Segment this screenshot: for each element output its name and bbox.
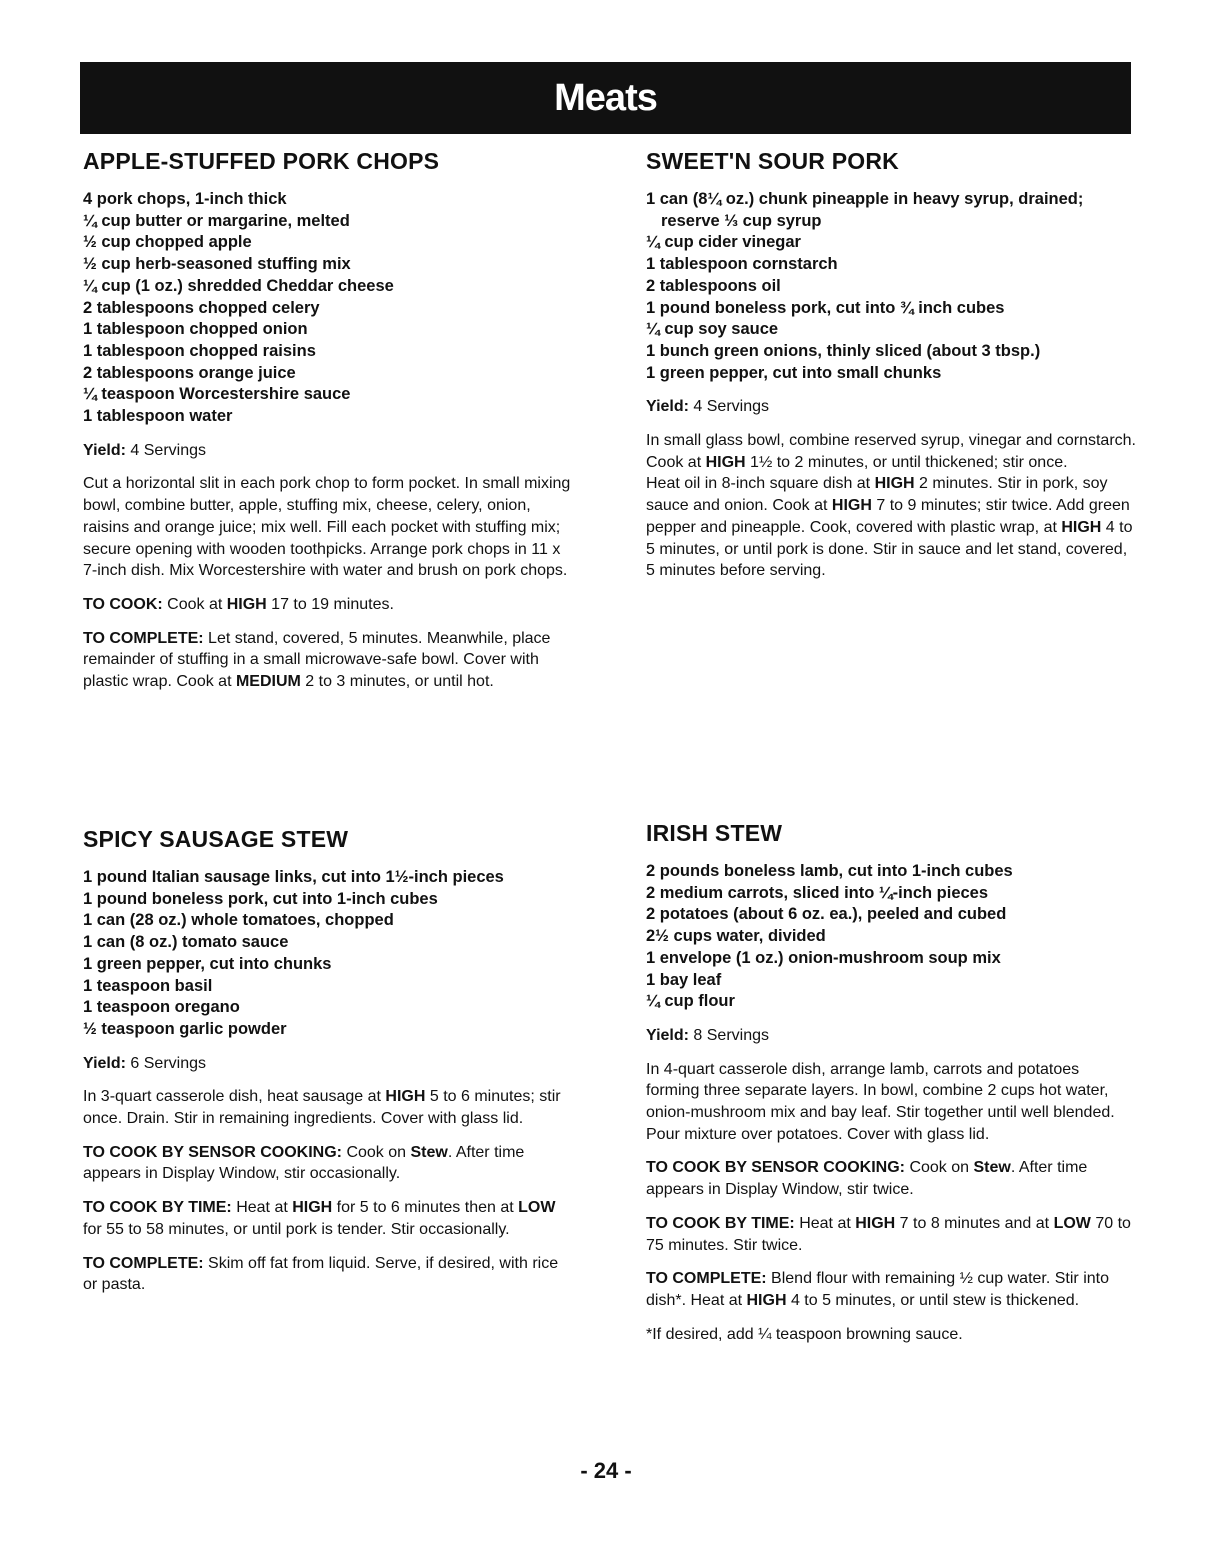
ingredient: 2 potatoes (about 6 oz. ea.), peeled and cubed — [646, 905, 1007, 924]
ingredient: 1 tablespoon water — [83, 407, 233, 426]
ingredient: 4 pork chops, 1-inch thick — [83, 190, 287, 208]
ingredient: ½ cup chopped apple — [83, 233, 252, 252]
ingredient: ½ cup herb-seasoned stuffing mix — [83, 255, 351, 274]
ingredient: 1 pound boneless pork, cut into 1-inch cubes — [83, 889, 438, 908]
ingredient: ¼ cup butter or margarine, melted — [83, 211, 350, 230]
ingredient: ¼ cup (1 oz.) shredded Cheddar cheese — [83, 276, 394, 295]
yield: Yield: 8 Servings — [646, 1026, 770, 1044]
yield: Yield: 4 Servings — [83, 441, 207, 459]
sensor-cook-instructions: TO COOK BY SENSOR COOKING: Cook on Stew. After time appears in Display Window, stir twice. — [646, 1159, 1088, 1199]
yield: Yield: 4 Servings — [646, 398, 770, 416]
ingredient: 1 bunch green onions, thinly sliced (about 3 tbsp.) — [646, 341, 1041, 360]
recipe-title: SWEET'N SOUR PORK — [646, 148, 899, 174]
ingredient: 2 tablespoons oil — [646, 276, 781, 295]
ingredient-list — [646, 861, 1136, 1013]
recipe-title: APPLE-STUFFED PORK CHOPS — [83, 148, 440, 174]
ingredient: ¼ cup flour — [646, 992, 735, 1011]
section-title: Meats — [554, 77, 657, 119]
ingredient: 1 teaspoon oregano — [83, 998, 240, 1017]
recipe-apple-stuffed-pork-chops — [83, 148, 573, 705]
footnote: *If desired, add ¼ teaspoon browning sauce. — [646, 1325, 963, 1343]
time-cook-instructions: TO COOK BY TIME: Heat at HIGH 7 to 8 minutes and at LOW 70 to 75 minutes. Stir twice. — [646, 1214, 1131, 1254]
ingredient: 1 envelope (1 oz.) onion-mushroom soup mix — [646, 948, 1001, 967]
ingredient: 1 bay leaf — [646, 970, 722, 989]
ingredient: 1 pound Italian sausage links, cut into 1½-inch pieces — [83, 868, 504, 886]
ingredient: ¼ teaspoon Worcestershire sauce — [83, 385, 351, 404]
ingredient: 2 pounds boneless lamb, cut into 1-inch cubes — [646, 862, 1013, 880]
ingredient: ¼ cup soy sauce — [646, 320, 779, 339]
ingredient: 2 tablespoons orange juice — [83, 363, 296, 382]
recipe-spicy-sausage-stew — [83, 826, 573, 1308]
ingredient: 1 can (8 oz.) tomato sauce — [83, 933, 289, 952]
complete-instructions: TO COMPLETE: Let stand, covered, 5 minutes. Meanwhile, place remainder of stuffing in a small microwave-safe bowl. Cover with plastic wrap. Cook at MEDIUM 2 to 3 minutes, or until hot. — [83, 629, 551, 691]
ingredient-list — [83, 189, 573, 428]
ingredient: 1 green pepper, cut into small chunks — [646, 363, 942, 382]
method-text: Cut a horizontal slit in each pork chop to form pocket. In small mixing bowl, combine butter, apple, stuffing mix, cheese, celery, onion, raisins and orange juice; mix well. Fill each pocket with stuffing mix; secure opening with wooden toothpicks. Arrange pork chops in 11 x 7-inch dish. Mix Worcestershire with water and brush on pork chops. — [83, 475, 571, 580]
ingredient: ½ teaspoon garlic powder — [83, 1019, 287, 1038]
recipe-irish-stew — [646, 820, 1136, 1357]
ingredient: 1 teaspoon basil — [83, 976, 213, 995]
section-header — [80, 62, 1131, 134]
time-cook-instructions: TO COOK BY TIME: Heat at HIGH for 5 to 6 minutes then at LOW for 55 to 58 minutes, or until pork is tender. Stir occasionally. — [83, 1199, 556, 1238]
method-text: In 4-quart casserole dish, arrange lamb, carrots and potatoes forming three separate layers. In bowl, combine 2 cups hot water, onion-mushroom mix and bay leaf. Stir together until well blended. Pour mixture over potatoes. Cover with glass lid. — [646, 1060, 1115, 1143]
ingredient: 1 pound boneless pork, cut into ¾ inch cubes — [646, 298, 1005, 317]
yield: Yield: 6 Servings — [83, 1054, 207, 1072]
ingredient-list — [646, 189, 1136, 384]
recipe-sweet-n-sour-pork — [646, 148, 1136, 594]
ingredient: 2 medium carrots, sliced into ¼-inch pieces — [646, 883, 989, 902]
page-number: - 24 - — [580, 1458, 632, 1483]
ingredient: 1 tablespoon chopped raisins — [83, 341, 316, 360]
method-text: In 3-quart casserole dish, heat sausage at HIGH 5 to 6 minutes; stir once. Drain. Stir in remaining ingredients. Cover with glass lid. — [83, 1088, 561, 1128]
ingredient: 2 tablespoons chopped celery — [83, 298, 320, 317]
cook-instructions: TO COOK: Cook at HIGH 17 to 19 minutes. — [83, 595, 394, 613]
recipe-title: SPICY SAUSAGE STEW — [83, 826, 349, 852]
recipe-title: IRISH STEW — [646, 820, 783, 846]
ingredient: ¼ cup cider vinegar — [646, 233, 801, 252]
ingredient: 1 tablespoon cornstarch — [646, 255, 838, 274]
ingredient: 1 can (8¼ oz.) chunk pineapple in heavy syrup, drained; reserve ⅓ cup syrup — [646, 190, 1084, 230]
ingredient: 2½ cups water, divided — [646, 927, 826, 946]
method-text: In small glass bowl, combine reserved syrup, vinegar and cornstarch. Cook at HIGH 1½ to 2 minutes, or until thickened; stir once. Heat oil in 8-inch square dish at HIGH 2 minutes. Stir in pork, soy sauce and onion. Cook at HIGH 7 to 9 minutes; stir twice. Add green pepper and pineapple. Cook, covered with plastic wrap, at HIGH 4 to 5 minutes, or until pork is done. Stir in sauce and let stand, covered, 5 minutes before serving. — [646, 432, 1136, 580]
complete-instructions: TO COMPLETE: Blend flour with remaining ½ cup water. Stir into dish*. Heat at HIGH 4 to 5 minutes, or until stew is thickened. — [646, 1270, 1109, 1309]
ingredient-list — [83, 867, 573, 1041]
sensor-cook-instructions: TO COOK BY SENSOR COOKING: Cook on Stew. After time appears in Display Window, stir occasionally. — [83, 1143, 525, 1183]
complete-instructions: TO COMPLETE: Skim off fat from liquid. Serve, if desired, with rice or pasta. — [83, 1254, 559, 1294]
ingredient: 1 green pepper, cut into chunks — [83, 954, 332, 973]
ingredient: 1 tablespoon chopped onion — [83, 320, 308, 339]
ingredient: 1 can (28 oz.) whole tomatoes, chopped — [83, 911, 394, 930]
